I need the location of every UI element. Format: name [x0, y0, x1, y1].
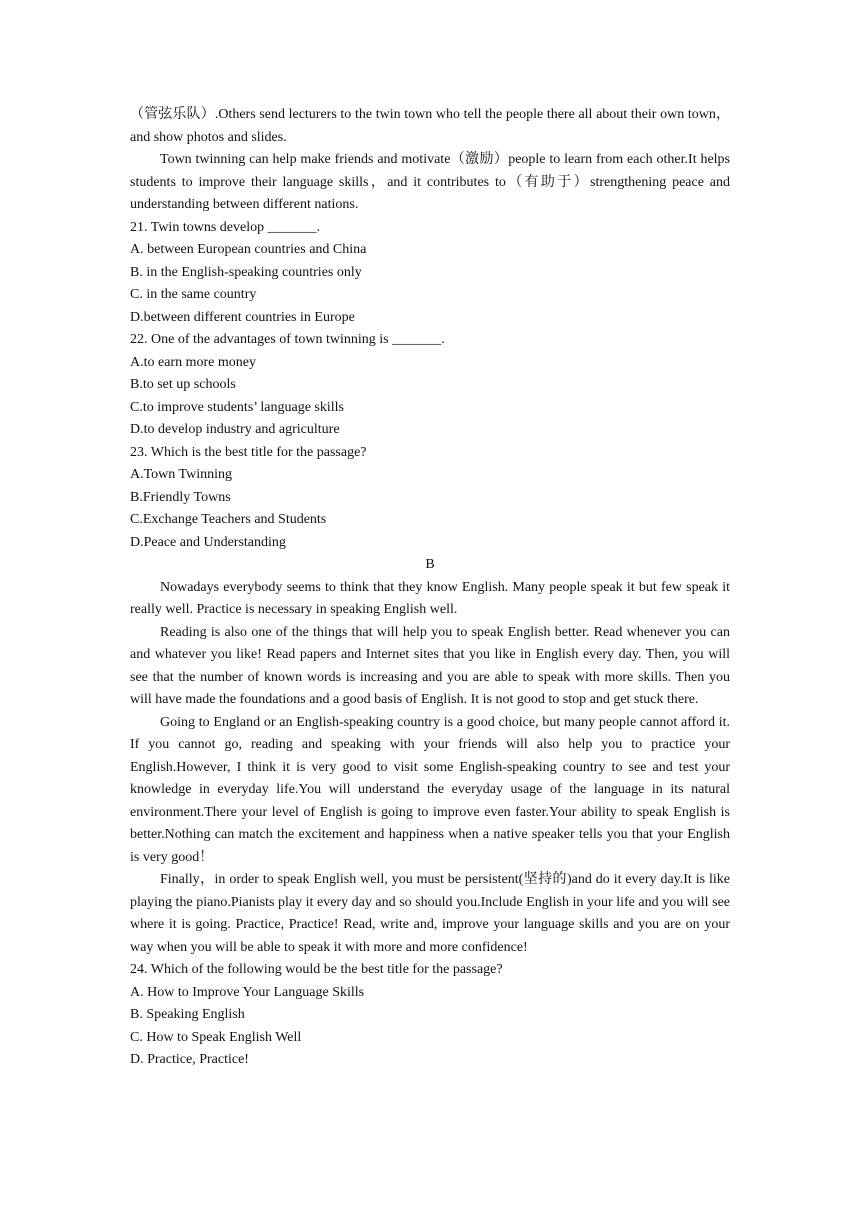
answer-option: C.Exchange Teachers and Students	[130, 512, 327, 527]
passage-b-paragraph-2: Reading is also one of the things that will help you to speak English better. Read whenever you can and whatever you like! Read papers and Internet sites that you like in English every day. Then, you will see that the number of known words is increasing and you are able to speak with more skills. Then you will have made the foundations and a good basis of English. It is not good to stop and get stuck there.	[130, 624, 730, 707]
question-stem: 21. Twin towns develop _______.	[130, 219, 321, 235]
section-b-heading: B	[425, 557, 435, 572]
answer-option: D.between different countries in Europe	[130, 309, 355, 325]
answer-option: B.to set up schools	[130, 377, 236, 392]
answer-option: D.Peace and Understanding	[130, 534, 286, 550]
answer-option: B. in the English-speaking countries only	[130, 264, 362, 280]
answer-option: B.Friendly Towns	[130, 489, 231, 505]
passage-a-paragraph-1: （管弦乐队）.Others send lecturers to the twin town who tell the people there all about their own town， and show photos and slides.	[130, 107, 730, 145]
answer-option: A. How to Improve Your Language Skills	[130, 984, 365, 1000]
passage-b-paragraph-3: Going to England or an English-speaking country is a good choice, but many people cannot afford it. If you cannot go, reading and speaking with your friends will also help you to practice your English.However, I think it is very good to visit some English-speaking country to see and test your knowledge in everyday life.You will understand the everyday usage of the language in its natural environment.There your level of English is going to improve even faster.Your ability to speak English is better.Nothing can match the excitement and happiness when a native speaker tells you that your English is very good！	[130, 714, 730, 865]
answer-option: D.to develop industry and agriculture	[130, 422, 340, 437]
answer-option: B. Speaking English	[130, 1007, 245, 1022]
question-23	[130, 442, 730, 555]
answer-option: A. between European countries and China	[130, 242, 367, 257]
passage-a-paragraph-2: Town twinning can help make friends and motivate（激励）people to learn from each other.It helps students to improve their language skills，and it contributes to（有助于）strengthening peace and understanding between different nations.	[130, 152, 730, 212]
question-21	[130, 217, 730, 330]
answer-option: A.to earn more money	[130, 354, 256, 370]
answer-option: D. Practice, Practice!	[130, 1052, 249, 1067]
question-stem: 23. Which is the best title for the passage?	[130, 444, 367, 460]
question-stem: 24. Which of the following would be the best title for the passage?	[130, 962, 503, 977]
answer-option: C.to improve students’ language skills	[130, 399, 344, 415]
answer-option: C. How to Speak English Well	[130, 1029, 302, 1045]
question-stem: 22. One of the advantages of town twinning is _______.	[130, 332, 445, 347]
answer-option: A.Town Twinning	[130, 467, 233, 482]
question-22	[130, 329, 730, 442]
passage-b-paragraph-4: Finally，in order to speak English well, you must be persistent(坚持的)and do it every day.It is like playing the piano.Pianists play it every day and so should you.Include English in your life and you will see where it is going. Practice, Practice! Read, write and, improve your language skills and you are on your way when you will be able to speak it with more and more confidence!	[130, 872, 730, 955]
answer-option: C. in the same country	[130, 287, 257, 302]
document-page	[130, 104, 730, 1072]
question-24	[130, 959, 730, 1072]
passage-b-paragraph-1: Nowadays everybody seems to think that they know English. Many people speak it but few speak it really well. Practice is necessary in speaking English well.	[130, 579, 730, 617]
